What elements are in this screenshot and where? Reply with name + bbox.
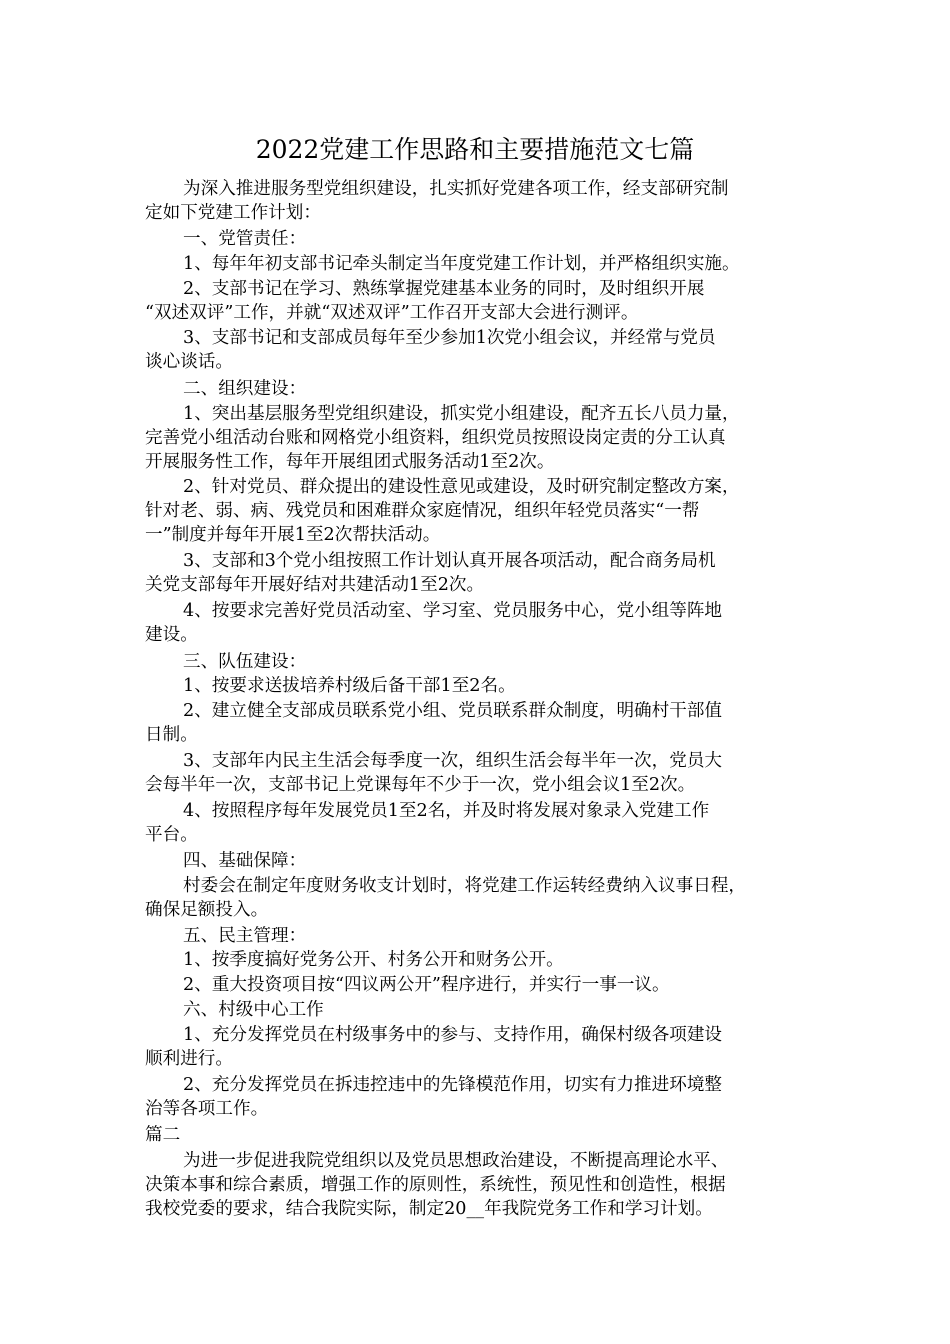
paragraph-line: 1、充分发挥党员在村级事务中的参与、支持作用，确保村级各项建设: [183, 1025, 723, 1045]
part-heading: 篇二: [145, 1125, 181, 1145]
section-heading: 五、民主管理：: [183, 926, 307, 946]
section-heading: 四、基础保障：: [183, 851, 307, 871]
paragraph-line: 确保足额投入。: [145, 900, 269, 920]
paragraph-line: 4、按照程序每年发展党员1至2名，并及时将发展对象录入党建工作: [183, 801, 710, 821]
paragraph-line: 平台。: [145, 825, 198, 845]
paragraph-line: 2、建立健全支部成员联系党小组、党员联系群众制度，明确村干部值: [183, 701, 723, 721]
paragraph-line: 2、针对党员、群众提出的建设性意见或建设，及时研究制定整改方案，: [183, 477, 740, 497]
paragraph-line: 1、按要求送拔培养村级后备干部1至2名。: [183, 676, 516, 696]
document-title: 2022党建工作思路和主要措施范文七篇: [255, 135, 695, 164]
paragraph-line: “双述双评”工作，并就“双述双评”工作召开支部大会进行测评。: [145, 303, 639, 323]
paragraph-line: 1、突出基层服务型党组织建设，抓实党小组建设，配齐五长八员力量，: [183, 404, 740, 424]
section-heading: 三、队伍建设：: [183, 652, 307, 672]
paragraph-line: 1、每年年初支部书记牵头制定当年度党建工作计划，并严格组织实施。: [183, 254, 740, 274]
paragraph-line: 完善党小组活动台账和网格党小组资料，组织党员按照设岗定责的分工认真: [145, 428, 726, 448]
section-heading: 六、村级中心工作: [183, 1000, 324, 1020]
paragraph-line: 2、支部书记在学习、熟练掌握党建基本业务的同时，及时组织开展: [183, 279, 705, 299]
paragraph-line: 治等各项工作。: [145, 1099, 269, 1119]
section-heading: 二、组织建设：: [183, 379, 307, 399]
paragraph-line: 为进一步促进我院党组织以及党员思想政治建设，不断提高理论水平、: [183, 1151, 729, 1171]
paragraph-line: 会每半年一次，支部书记上党课每年不少于一次，党小组会议1至2次。: [145, 775, 696, 795]
paragraph-line: 1、按季度搞好党务公开、村务公开和财务公开。: [183, 950, 564, 970]
paragraph-line: 3、支部书记和支部成员每年至少参加1次党小组会议，并经常与党员: [183, 328, 716, 348]
paragraph-line: 关党支部每年开展好结对共建活动1至2次。: [145, 575, 485, 595]
paragraph-line: 3、支部和3个党小组按照工作计划认真开展各项活动，配合商务局机: [183, 551, 716, 571]
paragraph-line: 建设。: [145, 625, 198, 645]
paragraph-line: 针对老、弱、病、残党员和困难群众家庭情况，组织年轻党员落实“一帮: [145, 501, 700, 521]
paragraph-line: 2、充分发挥党员在拆违控违中的先锋模范作用，切实有力推进环境整: [183, 1075, 723, 1095]
paragraph-line: 决策本事和综合素质，增强工作的原则性，系统性，预见性和创造性，根据: [145, 1175, 726, 1195]
paragraph-line: 日制。: [145, 725, 198, 745]
paragraph-line: 开展服务性工作，每年开展组团式服务活动1至2次。: [145, 452, 555, 472]
paragraph-line: 3、支部年内民主生活会每季度一次，组织生活会每半年一次，党员大: [183, 751, 723, 771]
paragraph-line: 我校党委的要求，结合我院实际，制定20__年我院党务工作和学习计划。: [145, 1199, 713, 1219]
paragraph-line: 村委会在制定年度财务收支计划时，将党建工作运转经费纳入议事日程，: [183, 876, 747, 896]
paragraph-line: 谈心谈话。: [145, 352, 233, 372]
paragraph-line: 为深入推进服务型党组织建设，扎实抓好党建各项工作，经支部研究制: [183, 179, 729, 199]
paragraph-line: 定如下党建工作计划：: [145, 203, 321, 223]
paragraph-line: 4、按要求完善好党员活动室、学习室、党员服务中心，党小组等阵地: [183, 601, 723, 621]
section-heading: 一、党管责任：: [183, 229, 307, 249]
paragraph-line: 顺利进行。: [145, 1049, 233, 1069]
paragraph-line: 2、重大投资项目按“四议两公开”程序进行，并实行一事一议。: [183, 975, 670, 995]
paragraph-line: 一”制度并每年开展1至2次帮扶活动。: [145, 525, 441, 545]
